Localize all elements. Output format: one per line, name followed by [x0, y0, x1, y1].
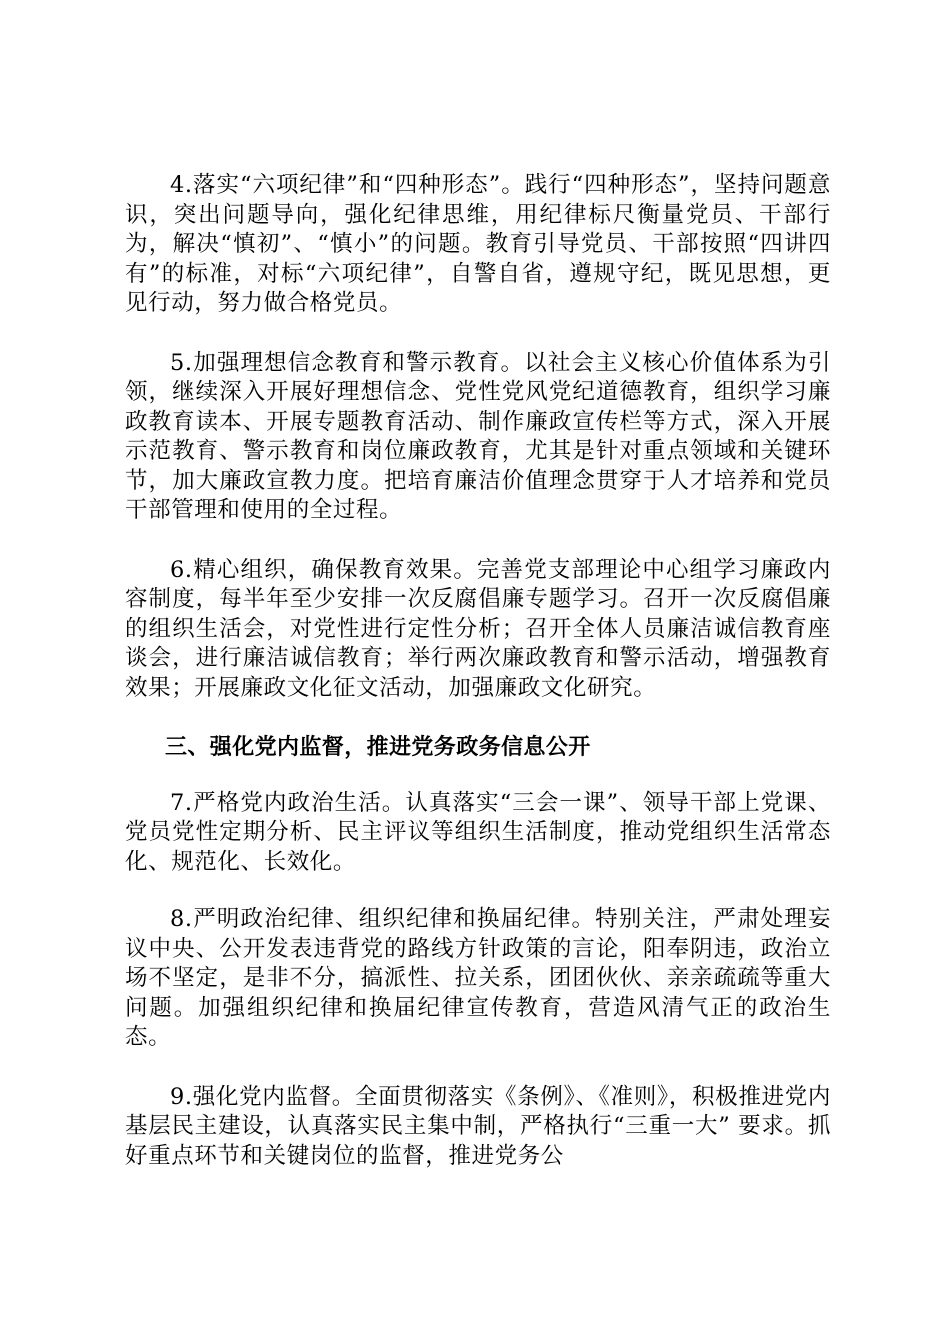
paragraph-6: 6.精心组织，确保教育效果。完善党支部理论中心组学习廉政内容制度，每半年至少安排一次反腐倡廉专题学习。召开一次反腐倡廉的组织生活会，对党性进行定性分析；召开全体人员廉洁诚信教育座谈会，进行廉洁诚信教育；举行两次廉政教育和警示活动，增强教育效果；开展廉政文化征文活动，加强廉政文化研究。 — [125, 556, 831, 701]
paragraph-5: 5.加强理想信念教育和警示教育。以社会主义核心价值体系为引领，继续深入开展好理想信念、党性党风党纪道德教育，组织学习廉政教育读本、开展专题教育活动、制作廉政宣传栏等方式，深入开展示范教育、警示教育和岗位廉政教育，尤其是针对重点领域和关键环节，加大廉政宣教力度。把培育廉洁价值理念贯穿于人才培养和党员干部管理和使用的全过程。 — [125, 349, 831, 523]
paragraph-7: 7.严格党内政治生活。认真落实“三会一课”、领导干部上党课、党员党性定期分析、民主评议等组织生活制度，推动党组织生活常态化、规范化、长效化。 — [125, 789, 831, 875]
paragraph-8: 8.严明政治纪律、组织纪律和换届纪律。特别关注，严肃处理妄议中央、公开发表违背党的路线方针政策的言论，阳奉阴违，政治立场不坚定，是非不分，搞派性、拉关系，团团伙伙、亲亲疏疏等重大问题。加强组织纪律和换届纪律宣传教育，营造风清气正的政治生态。 — [125, 906, 831, 1050]
paragraph-4: 4.落实“六项纪律”和“四种形态”。践行“四种形态”，坚持问题意识，突出问题导向，强化纪律思维，用纪律标尺衡量党员、干部行为，解决“慎初”、“慎小”的问题。教育引导党员、干部按照“四讲四有”的标准，对标“六项纪律”，自警自省，遵规守纪，既见思想，更见行动，努力做合格党员。 — [125, 172, 831, 316]
paragraph-9: 9.强化党内监督。全面贯彻落实《条例》、《准则》，积极推进党内基层民主建设，认真落实民主集中制，严格执行“三重一大” 要求。抓好重点环节和关键岗位的监督，推进党务公 — [125, 1083, 831, 1169]
document-body — [125, 171, 831, 1201]
section-heading-3: 三、强化党内监督，推进党务政务信息公开 — [165, 735, 591, 760]
